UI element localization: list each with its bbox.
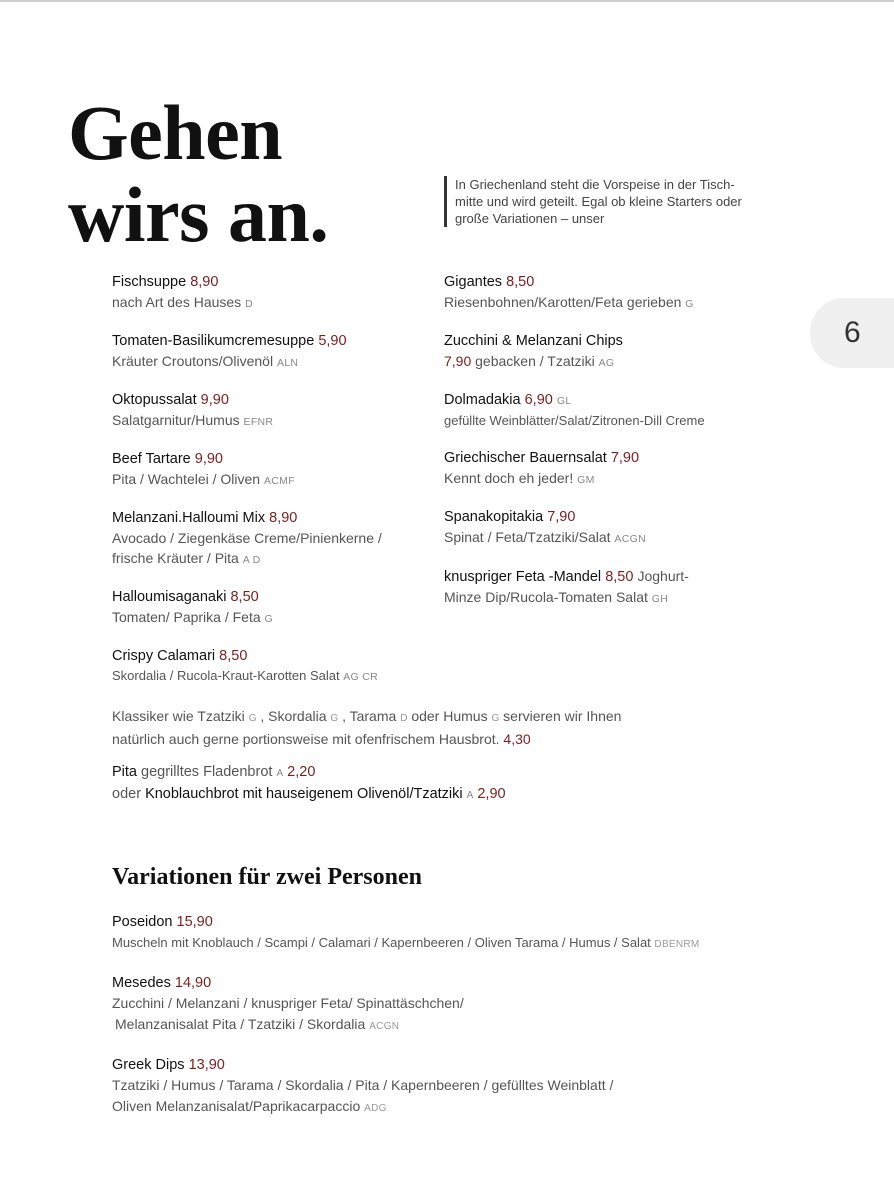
menu-item bbox=[444, 331, 774, 373]
item-description-part1: Joghurt- bbox=[637, 568, 689, 584]
pita-price: 2,20 bbox=[287, 764, 316, 780]
item-name: Spanakopitakia bbox=[444, 509, 544, 525]
item-price: 7,90 bbox=[610, 450, 640, 466]
variation-name: Greek Dips bbox=[112, 1057, 185, 1073]
garlic-bread-name: Knoblauchbrot mit hauseigenem Olivenöl/Tzatziki bbox=[145, 786, 463, 802]
item-name: Zucchini & Melanzani Chips bbox=[444, 333, 623, 349]
classic-humus: Humus bbox=[443, 708, 488, 724]
item-description: Kräuter Croutons/Olivenöl bbox=[112, 353, 274, 369]
menu-item bbox=[444, 390, 774, 431]
item-name: Tomaten-Basilikumcremesuppe bbox=[112, 333, 315, 349]
variation-name: Mesedes bbox=[112, 975, 171, 991]
variation-item bbox=[112, 973, 752, 1037]
item-price: 5,90 bbox=[318, 333, 347, 349]
variation-description: Muscheln mit Knoblauch / Scampi / Calamari / Kapernbeeren / Oliven Tarama / Humus / Salat bbox=[112, 935, 651, 950]
item-description: Kennt doch eh jeder! bbox=[444, 470, 574, 486]
item-description: gebacken / Tzatziki bbox=[475, 353, 595, 369]
variation-item bbox=[112, 1055, 752, 1119]
allergen-code: GM bbox=[577, 474, 595, 486]
menu-item bbox=[444, 448, 774, 490]
allergen-code: ALN bbox=[276, 357, 299, 369]
allergen-code: GL bbox=[556, 395, 572, 407]
intro-text: In Griechenland steht die Vorspeise in der Tisch-mitte und wird geteilt. Egal ob kleine Starters oder große Variationen – unser bbox=[444, 176, 755, 227]
item-price: 8,50 bbox=[605, 569, 634, 585]
item-name: knuspriger Feta -Mandel bbox=[444, 569, 602, 585]
item-name: Fischsuppe bbox=[112, 274, 187, 290]
variation-name: Poseidon bbox=[112, 914, 173, 930]
item-description: Skordalia / Rucola-Kraut-Karotten Salat bbox=[112, 668, 340, 683]
item-name: Oktopussalat bbox=[112, 392, 197, 408]
allergen-code: AG bbox=[598, 357, 615, 369]
menu-item bbox=[444, 507, 774, 549]
menu-item bbox=[112, 646, 412, 687]
menu-item bbox=[444, 566, 774, 609]
garlic-bread-price: 2,90 bbox=[477, 786, 506, 802]
item-price: 9,90 bbox=[200, 392, 229, 408]
item-name: Melanzani.Halloumi Mix bbox=[112, 510, 266, 526]
menu-item bbox=[112, 587, 412, 629]
allergen-code: ACGN bbox=[614, 533, 646, 545]
allergen-code: G bbox=[330, 713, 339, 724]
variation-description-line1: Zucchini / Melanzani / knuspriger Feta/ Spinattäschchen/ bbox=[112, 995, 464, 1011]
allergen-code: A bbox=[276, 768, 284, 779]
menu-item bbox=[112, 508, 412, 570]
variations-list bbox=[112, 912, 752, 1137]
item-price: 7,90 bbox=[444, 353, 472, 369]
item-name: Griechischer Bauernsalat bbox=[444, 450, 607, 466]
item-description: Avocado / Ziegenkäse Creme/Pinienkerne / frische Kräuter / Pita bbox=[112, 530, 382, 566]
item-name: Dolmadakia bbox=[444, 392, 521, 408]
allergen-code: EFNR bbox=[243, 416, 274, 428]
allergen-code: ADG bbox=[364, 1103, 387, 1114]
bread-options bbox=[112, 762, 672, 806]
item-description: Pita / Wachtelei / Oliven bbox=[112, 471, 261, 487]
allergen-code: G bbox=[264, 613, 273, 625]
allergen-code: D bbox=[400, 713, 408, 724]
variation-item bbox=[112, 912, 752, 955]
menu-column-right bbox=[444, 272, 774, 626]
page-number-tab bbox=[810, 298, 894, 368]
classic-tarama: Tarama bbox=[349, 708, 397, 724]
menu-item bbox=[112, 272, 412, 314]
item-description-part2: Minze Dip/Rucola-Tomaten Salat bbox=[444, 589, 648, 605]
allergen-code: G bbox=[491, 713, 500, 724]
bread-oder: oder bbox=[112, 786, 142, 802]
allergen-code: A bbox=[466, 790, 474, 801]
variation-description-line2: Oliven Melanzanisalat/Paprikacarpaccio bbox=[112, 1098, 361, 1114]
item-price: 8,50 bbox=[506, 274, 535, 290]
item-name: Crispy Calamari bbox=[112, 648, 216, 664]
classics-oder: oder bbox=[411, 708, 440, 724]
top-border-line bbox=[0, 0, 894, 2]
menu-item bbox=[112, 390, 412, 432]
menu-item bbox=[444, 272, 774, 314]
item-description: Tomaten/ Paprika / Feta bbox=[112, 609, 261, 625]
variations-title: Variationen für zwei Personen bbox=[112, 864, 422, 890]
allergen-code: G bbox=[248, 713, 257, 724]
variation-price: 15,90 bbox=[176, 914, 213, 930]
menu-column-left bbox=[112, 272, 412, 704]
item-description: gefüllte Weinblätter/Salat/Zitronen-Dill Creme bbox=[444, 413, 705, 428]
item-description: Spinat / Feta/Tzatziki/Salat bbox=[444, 529, 611, 545]
page-headline bbox=[68, 89, 329, 258]
variation-price: 13,90 bbox=[188, 1057, 225, 1073]
item-description: Riesenbohnen/Karotten/Feta gerieben bbox=[444, 294, 682, 310]
classic-skordalia: Skordalia bbox=[268, 708, 327, 724]
variation-description-line2: Melanzanisalat Pita / Tzatziki / Skordalia bbox=[115, 1016, 366, 1032]
item-description: Salatgarnitur/Humus bbox=[112, 412, 240, 428]
headline-line-2: wirs an. bbox=[68, 171, 329, 258]
allergen-code: AG CR bbox=[343, 671, 379, 683]
variation-description-line1: Tzatziki / Humus / Tarama / Skordalia / Pita / Kapernbeeren / gefülltes Weinblatt / bbox=[112, 1077, 614, 1093]
item-description: nach Art des Hauses bbox=[112, 294, 242, 310]
page-number: 6 bbox=[844, 316, 861, 349]
menu-item bbox=[112, 331, 412, 373]
menu-item bbox=[112, 449, 412, 491]
classic-tzatziki: Tzatziki bbox=[197, 708, 245, 724]
item-name: Gigantes bbox=[444, 274, 503, 290]
pita-name: Pita bbox=[112, 764, 137, 780]
allergen-code: G bbox=[685, 298, 694, 310]
pita-description: gegrilltes Fladenbrot bbox=[141, 764, 273, 780]
allergen-code: A D bbox=[242, 554, 261, 566]
allergen-code: ACMF bbox=[263, 475, 295, 487]
item-price: 8,90 bbox=[269, 510, 298, 526]
allergen-code: GH bbox=[651, 593, 669, 605]
classics-price: 4,30 bbox=[503, 731, 531, 747]
variation-price: 14,90 bbox=[174, 975, 212, 991]
item-name: Beef Tartare bbox=[112, 451, 191, 467]
item-price: 9,90 bbox=[194, 451, 223, 467]
classics-prefix: Klassiker wie bbox=[112, 708, 194, 724]
allergen-code: D bbox=[245, 298, 253, 310]
headline-line-1: Gehen bbox=[68, 89, 283, 176]
item-name: Halloumisaganaki bbox=[112, 589, 227, 605]
item-price: 8,50 bbox=[219, 648, 248, 664]
item-price: 8,90 bbox=[190, 274, 219, 290]
item-price: 7,90 bbox=[547, 509, 576, 525]
classics-suffix: servieren wir Ihnen natürlich auch gerne portionsweise mit ofenfrischem Hausbrot. bbox=[112, 708, 622, 747]
allergen-code: DBENRM bbox=[654, 939, 700, 950]
allergen-code: ACGN bbox=[369, 1021, 400, 1032]
item-price: 6,90 bbox=[524, 392, 553, 408]
item-price: 8,50 bbox=[230, 589, 259, 605]
classics-note: Klassiker wie Tzatziki G , Skordalia G , Tarama D oder Humus G servieren wir Ihnen natürlich auch gerne portionsweise mit ofenfrischem Hausbrot. 4,30 bbox=[112, 708, 622, 747]
